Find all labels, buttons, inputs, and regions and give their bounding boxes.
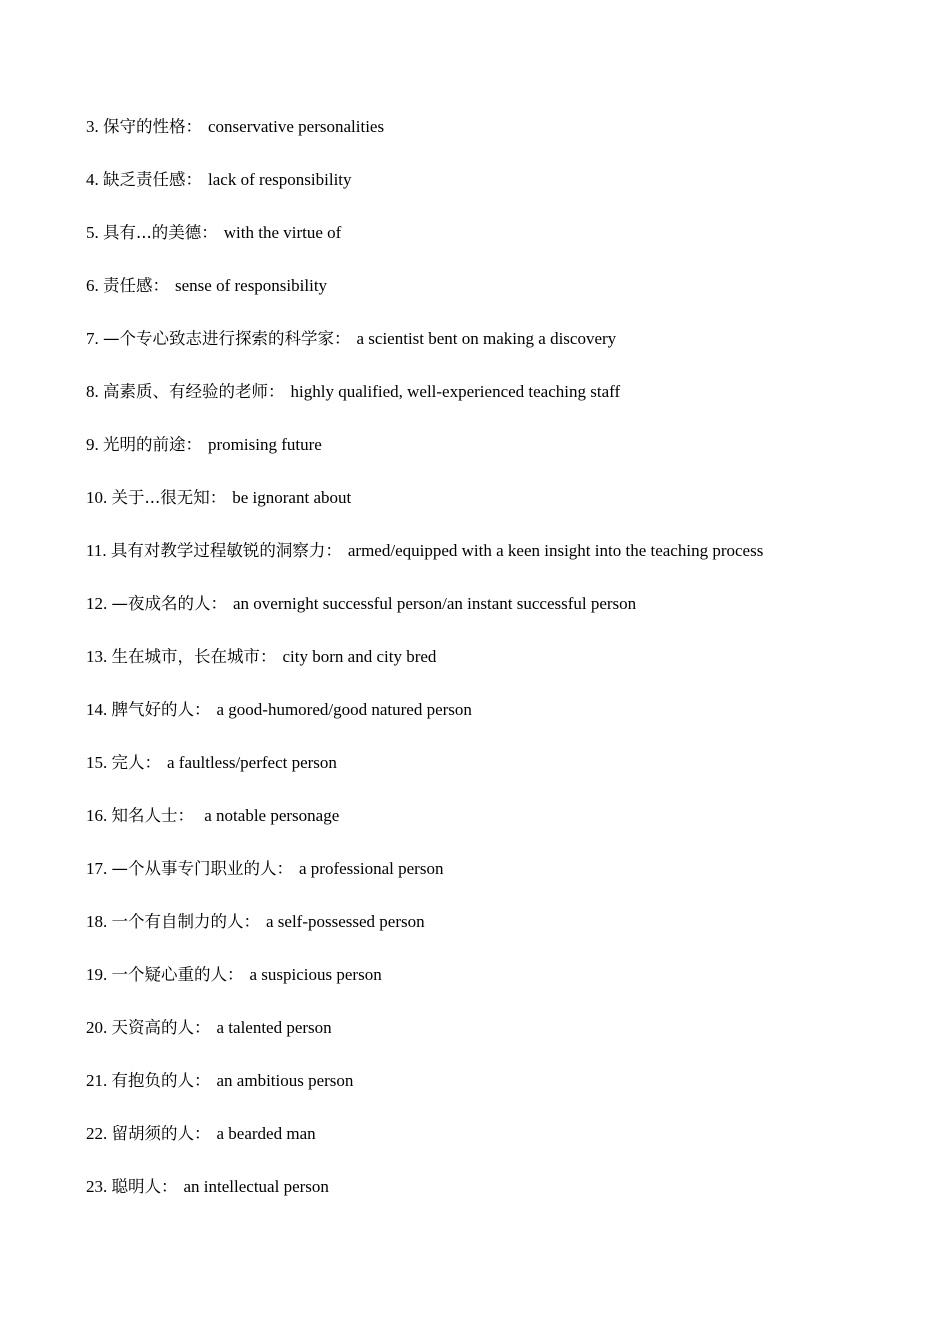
list-item — [86, 115, 906, 168]
entry-english: a talented person — [216, 1018, 332, 1037]
list-item — [86, 1069, 906, 1122]
entry-chinese: 有抱负的人： — [111, 1071, 211, 1090]
list-item — [86, 645, 906, 698]
entry-english: promising future — [208, 435, 322, 454]
list-item — [86, 751, 906, 804]
list-item — [86, 804, 906, 857]
entry-number: 18. — [86, 912, 108, 931]
entry-number: 3. — [86, 117, 99, 136]
entry-chinese: 一个疑心重的人： — [111, 965, 244, 984]
entry-number: 23. — [86, 1177, 108, 1196]
list-item — [86, 910, 906, 963]
list-item — [86, 592, 906, 645]
list-item — [86, 963, 906, 1016]
entry-number: 7. — [86, 329, 99, 348]
entry-english: an ambitious person — [216, 1071, 354, 1090]
list-item — [86, 539, 906, 592]
entry-english: highly qualified, well-experienced teaching staff — [290, 382, 621, 401]
entry-chinese: 光明的前途： — [103, 435, 202, 454]
entry-chinese: 知名人士： — [111, 806, 194, 825]
list-item — [86, 1175, 906, 1228]
entry-english: lack of responsibility — [208, 170, 352, 189]
entry-number: 9. — [86, 435, 99, 454]
entry-chinese: 具有...的美德： — [103, 223, 218, 242]
entry-chinese: 脾气好的人： — [111, 700, 211, 719]
list-item — [86, 698, 906, 751]
entry-english: with the virtue of — [223, 223, 342, 242]
list-item — [86, 380, 906, 433]
list-item — [86, 1122, 906, 1175]
entry-chinese: 一个有自制力的人： — [111, 912, 260, 931]
entry-english: an overnight successful person/an instant successful person — [233, 594, 637, 613]
entry-english: be ignorant about — [232, 488, 352, 507]
entry-english: a professional person — [299, 859, 444, 878]
entry-english: a bearded man — [216, 1124, 316, 1143]
list-item — [86, 168, 906, 221]
entry-chinese: 聪明人： — [111, 1177, 178, 1196]
entry-number: 13. — [86, 647, 108, 666]
entry-chinese: 缺乏责任感： — [103, 170, 202, 189]
entry-english: a notable personage — [200, 806, 340, 825]
entry-english: a faultless/perfect person — [167, 753, 337, 772]
list-item — [86, 274, 906, 327]
entry-chinese: 高素质、有经验的老师： — [103, 382, 285, 401]
entry-chinese: 完人： — [111, 753, 161, 772]
entry-chinese: —个从事专门职业的人： — [111, 859, 293, 878]
entry-english: a scientist bent on making a discovery — [356, 329, 617, 348]
entry-number: 17. — [86, 859, 108, 878]
entry-number: 21. — [86, 1071, 108, 1090]
entry-english: an intellectual person — [183, 1177, 329, 1196]
list-item — [86, 1016, 906, 1069]
list-item — [86, 433, 906, 486]
entry-number: 11. — [86, 541, 107, 560]
entry-number: 6. — [86, 276, 99, 295]
vocabulary-list — [86, 115, 906, 1228]
entry-number: 20. — [86, 1018, 108, 1037]
entry-number: 5. — [86, 223, 99, 242]
entry-number: 14. — [86, 700, 108, 719]
list-item — [86, 327, 906, 380]
entry-number: 4. — [86, 170, 99, 189]
entry-number: 16. — [86, 806, 108, 825]
entry-english: armed/equipped with a keen insight into the teaching process — [347, 541, 764, 560]
entry-number: 19. — [86, 965, 108, 984]
entry-number: 8. — [86, 382, 99, 401]
entry-chinese: —夜成名的人： — [111, 594, 227, 613]
list-item — [86, 857, 906, 910]
entry-number: 10. — [86, 488, 108, 507]
list-item — [86, 221, 906, 274]
entry-english: a self-possessed person — [266, 912, 425, 931]
entry-number: 22. — [86, 1124, 108, 1143]
entry-number: 12. — [86, 594, 108, 613]
entry-chinese: —个专心致志进行探索的科学家： — [103, 329, 351, 348]
entry-chinese: 具有对教学过程敏锐的洞察力： — [110, 541, 342, 560]
entry-chinese: 生在城市，长在城市： — [111, 647, 277, 666]
entry-chinese: 留胡须的人： — [111, 1124, 211, 1143]
entry-number: 15. — [86, 753, 108, 772]
entry-english: a suspicious person — [249, 965, 382, 984]
entry-english: city born and city bred — [282, 647, 437, 666]
entry-chinese: 天资高的人： — [111, 1018, 211, 1037]
entry-chinese: 关于...很无知： — [111, 488, 227, 507]
entry-english: a good-humored/good natured person — [216, 700, 472, 719]
entry-english: sense of responsibility — [175, 276, 328, 295]
entry-chinese: 保守的性格： — [103, 117, 202, 136]
list-item — [86, 486, 906, 539]
entry-english: conservative personalities — [208, 117, 385, 136]
entry-chinese: 责任感： — [103, 276, 169, 295]
